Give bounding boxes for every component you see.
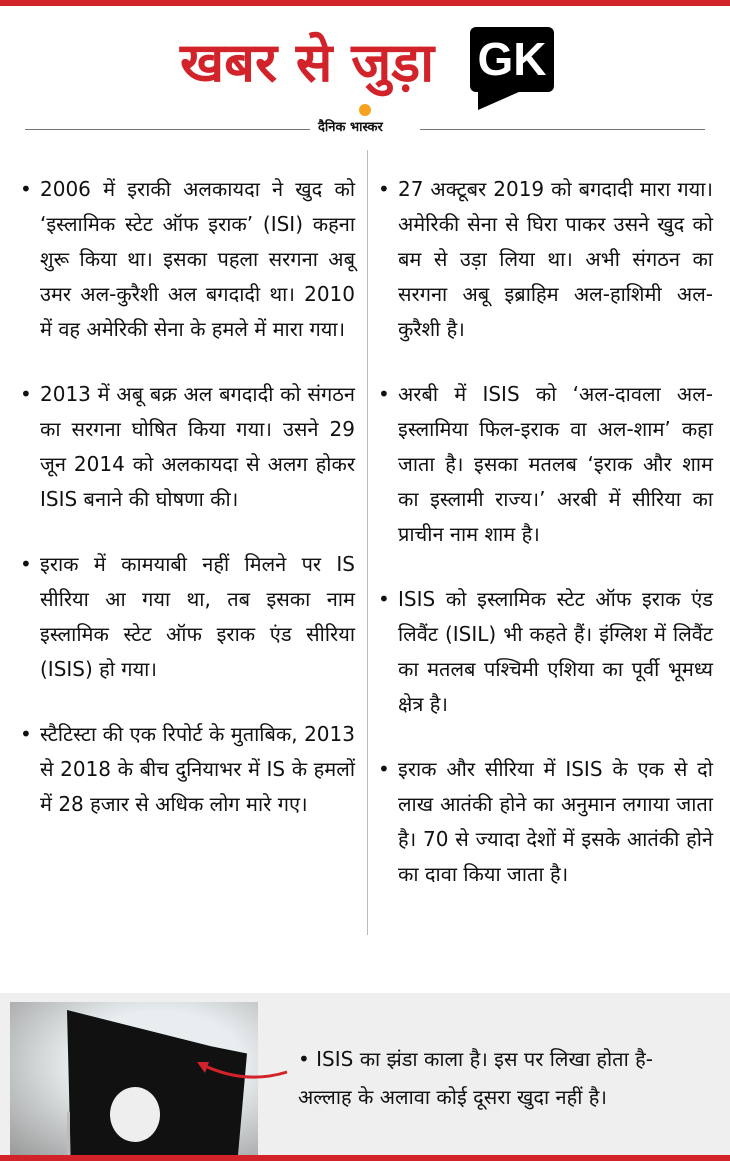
list-item: • ISIS को इस्लामिक स्टेट ऑफ इराक एंड लिवैंट (ISIL) भी कहते हैं। इंग्लिश में लिवैंट का मतलब पश्चिमी एशिया का पूर्वी भूमध्य क्षेत्र है। [378,582,713,722]
flag-caption [298,1040,718,1116]
sun-dot-icon [359,104,371,116]
page-title: खबर से जुड़ा [180,31,435,94]
gk-badge: GK [470,27,554,92]
list-item: • 2013 में अबू बक्र अल बगदादी को संगठन का सरगना घोषित किया गया। उसने 29 जून 2014 को अलकायदा से अलग होकर ISIS बनाने की घोषणा की। [20,377,355,517]
list-item: • इराक में कामयाबी नहीं मिलने पर IS सीरिया आ गया था, तब इसका नाम इस्लामिक स्टेट ऑफ इराक एंड सीरिया (ISIS) हो गया। [20,547,355,687]
top-red-bar [0,0,730,6]
brand-logo: दैनिक भास्कर [318,120,383,135]
arrow-icon [195,1040,295,1085]
list-item: • 27 अक्टूबर 2019 को बगदादी मारा गया। अमेरिकी सेना से घिरा पाकर उसने खुद को बम से उड़ा लिया था। अभी संगठन का सरगना अबू इब्राहिम अल-हाशिमी अल-कुरैशी है। [378,172,713,347]
speech-bubble-tail [478,88,528,110]
flag-seal [110,1087,160,1142]
caption-line-2: अल्लाह के अलावा कोई दूसरा खुदा नहीं है। [298,1085,607,1109]
bottom-red-bar [0,1155,730,1161]
list-item: • स्टैटिस्टा की एक रिपोर्ट के मुताबिक, 2013 से 2018 के बीच दुनियाभर में IS के हमलों में 28 हजार से अधिक लोग मारे गए। [20,717,355,822]
caption-line-1: • ISIS का झंडा काला है। इस पर लिखा होता है- [298,1047,653,1071]
divider-left [25,129,310,130]
column-divider [367,150,368,935]
right-column [378,172,713,922]
flag-pole [67,1112,70,1155]
divider-right [420,129,705,130]
list-item: • अरबी में ISIS को ‘अल-दावला अल-इस्लामिया फिल-इराक वा अल-शाम’ कहा जाता है। इसका मतलब ‘इराक और शाम का इस्लामी राज्य।’ अरबी में सीरिया का प्राचीन नाम शाम है। [378,377,713,552]
list-item: • 2006 में इराकी अलकायदा ने खुद को ‘इस्लामिक स्टेट ऑफ इराक’ (ISI) कहना शुरू किया था। इसका पहला सरगना अबू उमर अल-कुरैशी अल बगदादी था। 2010 में वह अमेरिकी सेना के हमले में मारा गया। [20,172,355,347]
left-column [20,172,355,852]
list-item: • इराक और सीरिया में ISIS के एक से दो लाख आतंकी होने का अनुमान लगाया जाता है। 70 से ज्यादा देशों में इसके आतंकी होने का दावा किया जाता है। [378,752,713,892]
